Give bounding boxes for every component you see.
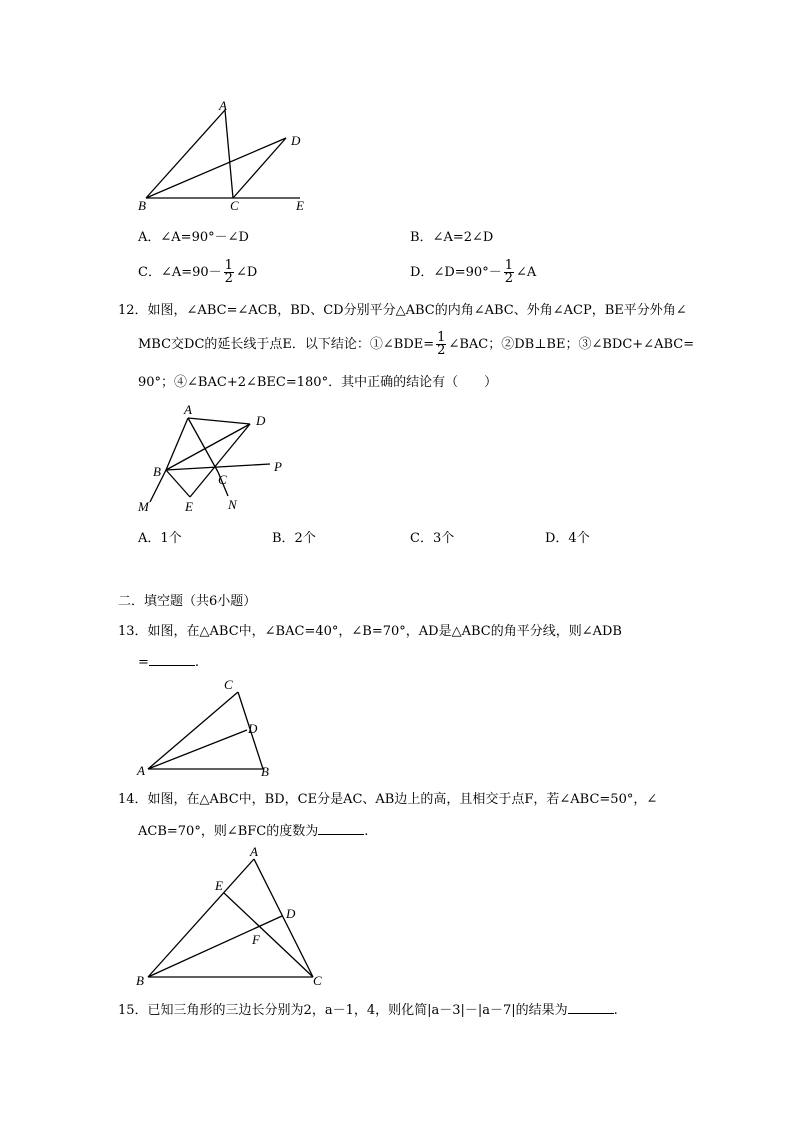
segment-bp bbox=[166, 464, 270, 470]
segment-ce bbox=[224, 893, 313, 977]
label-d: D bbox=[256, 413, 266, 428]
q11-option-a: A．∠A=90°－∠D bbox=[138, 230, 249, 245]
segment-ab bbox=[146, 110, 225, 198]
q12-option-d: D．4个 bbox=[545, 531, 590, 546]
q11-option-d: D．∠D=90°－ $\frac{1}{2}$ ∠A bbox=[410, 258, 537, 286]
segment-cd bbox=[233, 138, 286, 198]
segment-bd bbox=[166, 424, 250, 470]
segment-ab bbox=[166, 418, 188, 470]
q14-line-1: 14．如图，在△ABC中，BD，CE分是AC、AB边上的高，且相交于点F，若∠ABC=50°，∠ bbox=[118, 792, 658, 807]
segment-be bbox=[166, 470, 190, 497]
label-a: A bbox=[137, 763, 145, 778]
segment-ac bbox=[148, 692, 238, 769]
q14-line-2: ACB=70°，则∠BFC的度数为 . bbox=[138, 821, 368, 841]
q12-option-b: B．2个 bbox=[272, 531, 316, 546]
answer-blank bbox=[318, 821, 364, 835]
q12-line-2: MBC交DC的延长线于点E．以下结论：①∠BDE= $\frac{1}{2}$ ∠BAC；②DB⊥BE；③∠BDC+∠ABC= bbox=[138, 330, 695, 358]
label-d: D bbox=[248, 721, 258, 736]
label-c: C bbox=[313, 973, 322, 988]
answer-blank bbox=[149, 652, 195, 666]
q11-figure bbox=[130, 98, 340, 216]
q14-figure bbox=[130, 842, 330, 992]
q12-option-a: A．1个 bbox=[138, 531, 182, 546]
q11-option-b: B．∠A=2∠D bbox=[410, 230, 494, 245]
fraction-half: $\frac{1}{2}$ bbox=[504, 258, 513, 286]
label-c: C bbox=[218, 472, 227, 487]
label-a: A bbox=[184, 402, 192, 417]
fraction-half: $\frac{1}{2}$ bbox=[224, 258, 233, 286]
segment-ac bbox=[254, 859, 313, 977]
label-f: F bbox=[252, 932, 260, 947]
q12-option-c: C．3个 bbox=[410, 531, 455, 546]
q13-figure bbox=[130, 674, 280, 782]
segment-bd bbox=[146, 138, 286, 198]
q12-figure bbox=[130, 398, 300, 518]
q11-option-c: C．∠A=90－ $\frac{1}{2}$ ∠D bbox=[138, 258, 258, 286]
label-b: B bbox=[261, 764, 269, 779]
label-e: E bbox=[296, 198, 304, 213]
label-b: B bbox=[153, 464, 161, 479]
label-e: E bbox=[215, 878, 223, 893]
label-b: B bbox=[136, 973, 144, 988]
label-c: C bbox=[224, 677, 233, 692]
label-c: C bbox=[230, 198, 239, 213]
label-a: A bbox=[250, 844, 258, 859]
label-d: D bbox=[286, 906, 296, 921]
label-d: D bbox=[291, 133, 301, 148]
segment-ad bbox=[188, 418, 250, 424]
section-title: 二．填空题（共6小题） bbox=[118, 594, 257, 609]
label-e: E bbox=[185, 499, 193, 514]
label-m: M bbox=[138, 499, 149, 514]
q13-line-1: 13．如图，在△ABC中，∠BAC=40°，∠B=70°，AD是△ABC的角平分线，则∠ADB bbox=[118, 624, 622, 639]
fraction-half: $\frac{1}{2}$ bbox=[437, 330, 446, 358]
segment-ac bbox=[225, 110, 233, 198]
segment-ab bbox=[148, 859, 254, 977]
q13-line-2: = . bbox=[138, 652, 199, 672]
answer-blank bbox=[568, 1000, 614, 1014]
q15-line-1: 15．已知三角形的三边长分别为2，a－1，4，则化简|a－3|－|a－7|的结果为 . bbox=[118, 1000, 618, 1020]
label-b: B bbox=[138, 198, 146, 213]
label-p: P bbox=[274, 459, 282, 474]
q12-line-3: 90°；④∠BAC+2∠BEC=180°．其中正确的结论有（ ） bbox=[138, 375, 498, 390]
segment-ad bbox=[148, 730, 247, 769]
q12-line-1: 12．如图，∠ABC=∠ACB，BD、CD分别平分△ABC的内角∠ABC、外角∠ACP，BE平分外角∠ bbox=[118, 303, 687, 318]
segment-bd bbox=[148, 916, 282, 977]
segment-ac bbox=[188, 418, 218, 472]
label-a: A bbox=[219, 98, 227, 113]
label-n: N bbox=[228, 497, 237, 512]
